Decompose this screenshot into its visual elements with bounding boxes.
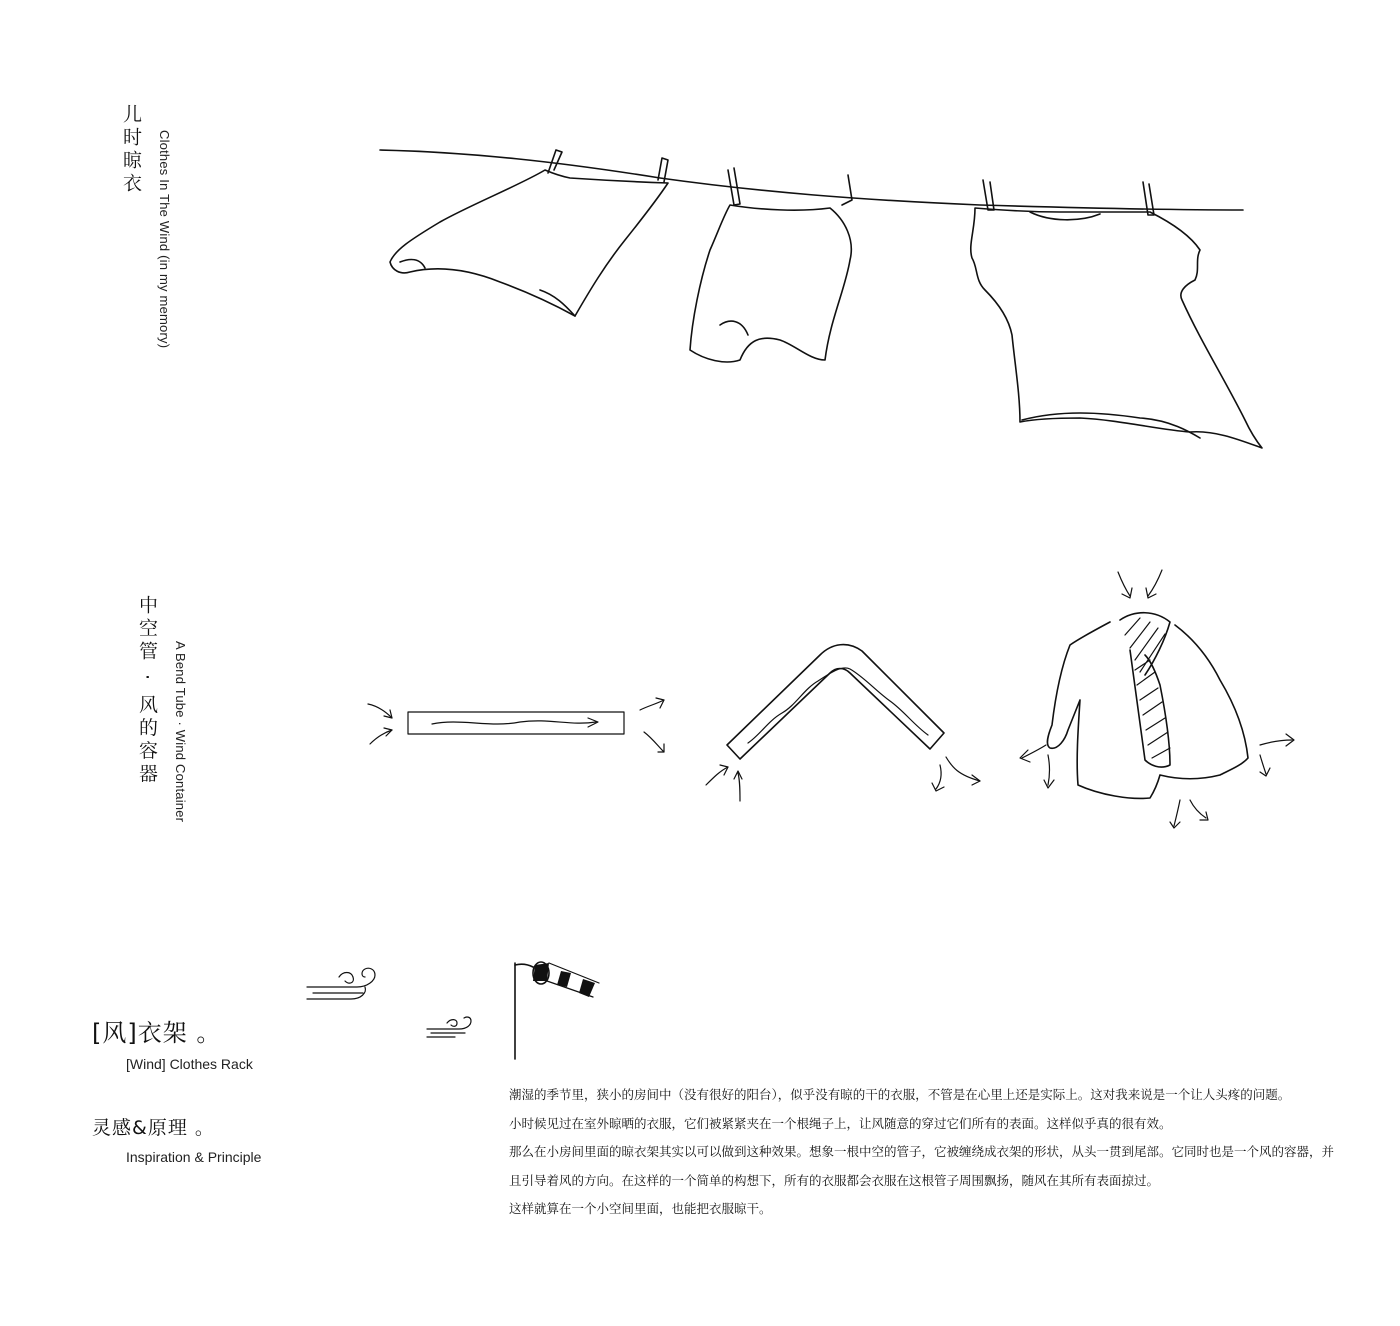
- description-line: 潮湿的季节里，狭小的房间中（没有很好的阳台），似乎没有晾的干的衣服，不管是在心里上还是实际上。这对我来说是一个让人头疼的问题。: [509, 1087, 1291, 1102]
- section1-title-en: Clothes In The Wind (in my memory): [157, 130, 172, 349]
- wind-gust-icon: [305, 965, 385, 1005]
- windsock-icon: [505, 955, 615, 1065]
- subheading-en: Inspiration & Principle: [126, 1149, 262, 1165]
- section2-title-en: A Bend Tube · Wind Container: [173, 641, 188, 823]
- jacket-wind-icon: [1010, 560, 1310, 835]
- heading-cn: [风]衣架 。: [92, 1019, 222, 1047]
- bent-tube-icon: [700, 625, 1000, 805]
- description-line: 那么在小房间里面的晾衣架其实以可以做到这种效果。想象一根中空的管子，它被缠绕成衣架的形状，从头一贯到尾部。它同时也是一个风的容器，并: [509, 1144, 1335, 1159]
- clothesline-illustration-icon: [0, 0, 1400, 470]
- description-line: 小时候见过在室外晾晒的衣服，它们被紧紧夹在一个根绳子上，让风随意的穿过它们所有的表面。这样似乎真的很有效。: [509, 1115, 1172, 1131]
- section2-title-cn: 中空管 · 风的容器: [136, 595, 158, 787]
- heading-en: [Wind] Clothes Rack: [126, 1056, 253, 1072]
- description-block: [509, 1081, 1339, 1224]
- section1-title-cn: 儿时晾衣: [120, 104, 142, 196]
- wind-gust-small-icon: [425, 1015, 475, 1041]
- subheading-cn: 灵感&原理 。: [92, 1117, 215, 1139]
- description-line: 且引导着风的方向。在这样的一个简单的构想下，所有的衣服都会衣服在这根管子周围飘扬，随风在其所有表面掠过。: [509, 1172, 1160, 1188]
- description-line: 这样就算在一个小空间里面，也能把衣服晾干。: [509, 1201, 772, 1216]
- straight-tube-icon: [360, 690, 680, 760]
